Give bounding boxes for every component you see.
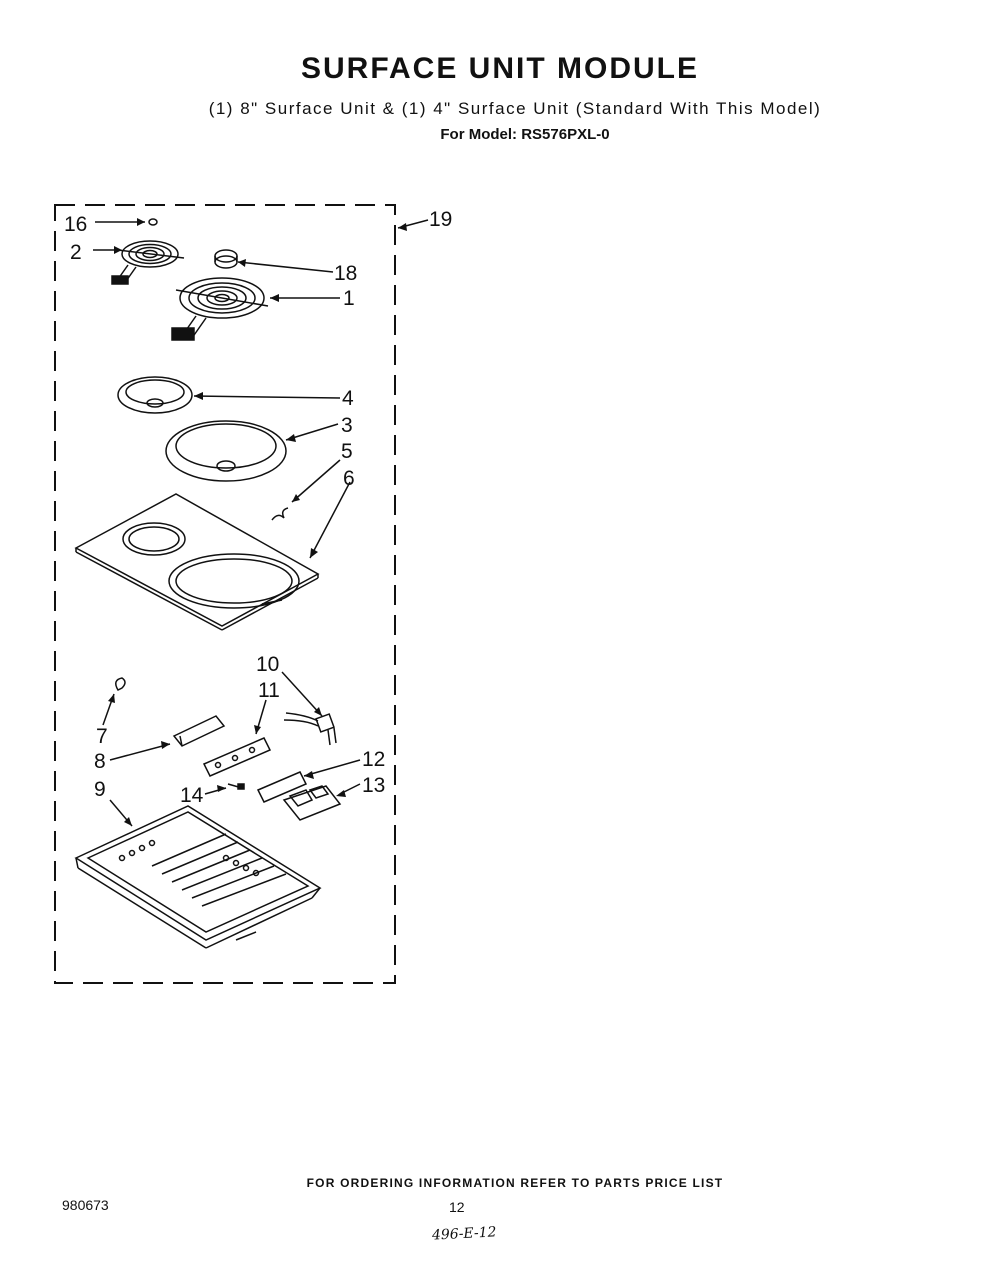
- part-2-drawing: [93, 241, 184, 284]
- ordering-note: FOR ORDERING INFORMATION REFER TO PARTS PRICE LIST: [306, 1176, 724, 1190]
- part-8-drawing: [110, 716, 224, 760]
- part-18-drawing: [215, 250, 333, 272]
- part-6-drawing: [76, 482, 350, 630]
- document-number: 980673: [62, 1197, 109, 1213]
- callout-8: 8: [94, 750, 106, 773]
- part-5-drawing: [272, 460, 340, 520]
- page-subtitle: (1) 8" Surface Unit & (1) 4" Surface Unit (Standard With This Model): [208, 99, 822, 118]
- part-19-pointer: [398, 220, 428, 231]
- part-4-drawing: [118, 377, 340, 413]
- callout-6: 6: [343, 467, 355, 490]
- callout-19: 19: [429, 208, 453, 231]
- callout-2: 2: [70, 241, 82, 264]
- model-number: For Model: RS576PXL-0: [440, 126, 610, 143]
- callout-9: 9: [94, 778, 106, 801]
- callout-3: 3: [341, 414, 353, 437]
- callout-13: 13: [362, 774, 386, 797]
- callout-14: 14: [180, 784, 204, 807]
- callout-1: 1: [343, 287, 355, 310]
- part-14-drawing: [205, 784, 244, 794]
- callout-12: 12: [362, 748, 386, 771]
- part-7-drawing: [103, 678, 125, 725]
- part-9-drawing: [76, 800, 320, 948]
- part-3-drawing: [166, 421, 338, 481]
- callout-4: 4: [342, 387, 354, 410]
- page-title: SURFACE UNIT MODULE: [301, 52, 699, 85]
- module-boundary: [55, 205, 395, 983]
- callout-16: 16: [64, 213, 88, 236]
- page-number: 12: [449, 1199, 465, 1215]
- callout-18: 18: [334, 262, 358, 285]
- callout-10: 10: [256, 653, 280, 676]
- part-1-drawing: [172, 278, 340, 340]
- handwritten-note: 496-E-12: [431, 1224, 497, 1244]
- callout-7: 7: [96, 725, 108, 748]
- callout-11: 11: [258, 679, 280, 702]
- part-11-drawing: [204, 700, 270, 776]
- part-10-drawing: [282, 672, 336, 745]
- part-13-drawing: [284, 784, 360, 820]
- callout-5: 5: [341, 440, 353, 463]
- part-16-drawing: [95, 218, 157, 226]
